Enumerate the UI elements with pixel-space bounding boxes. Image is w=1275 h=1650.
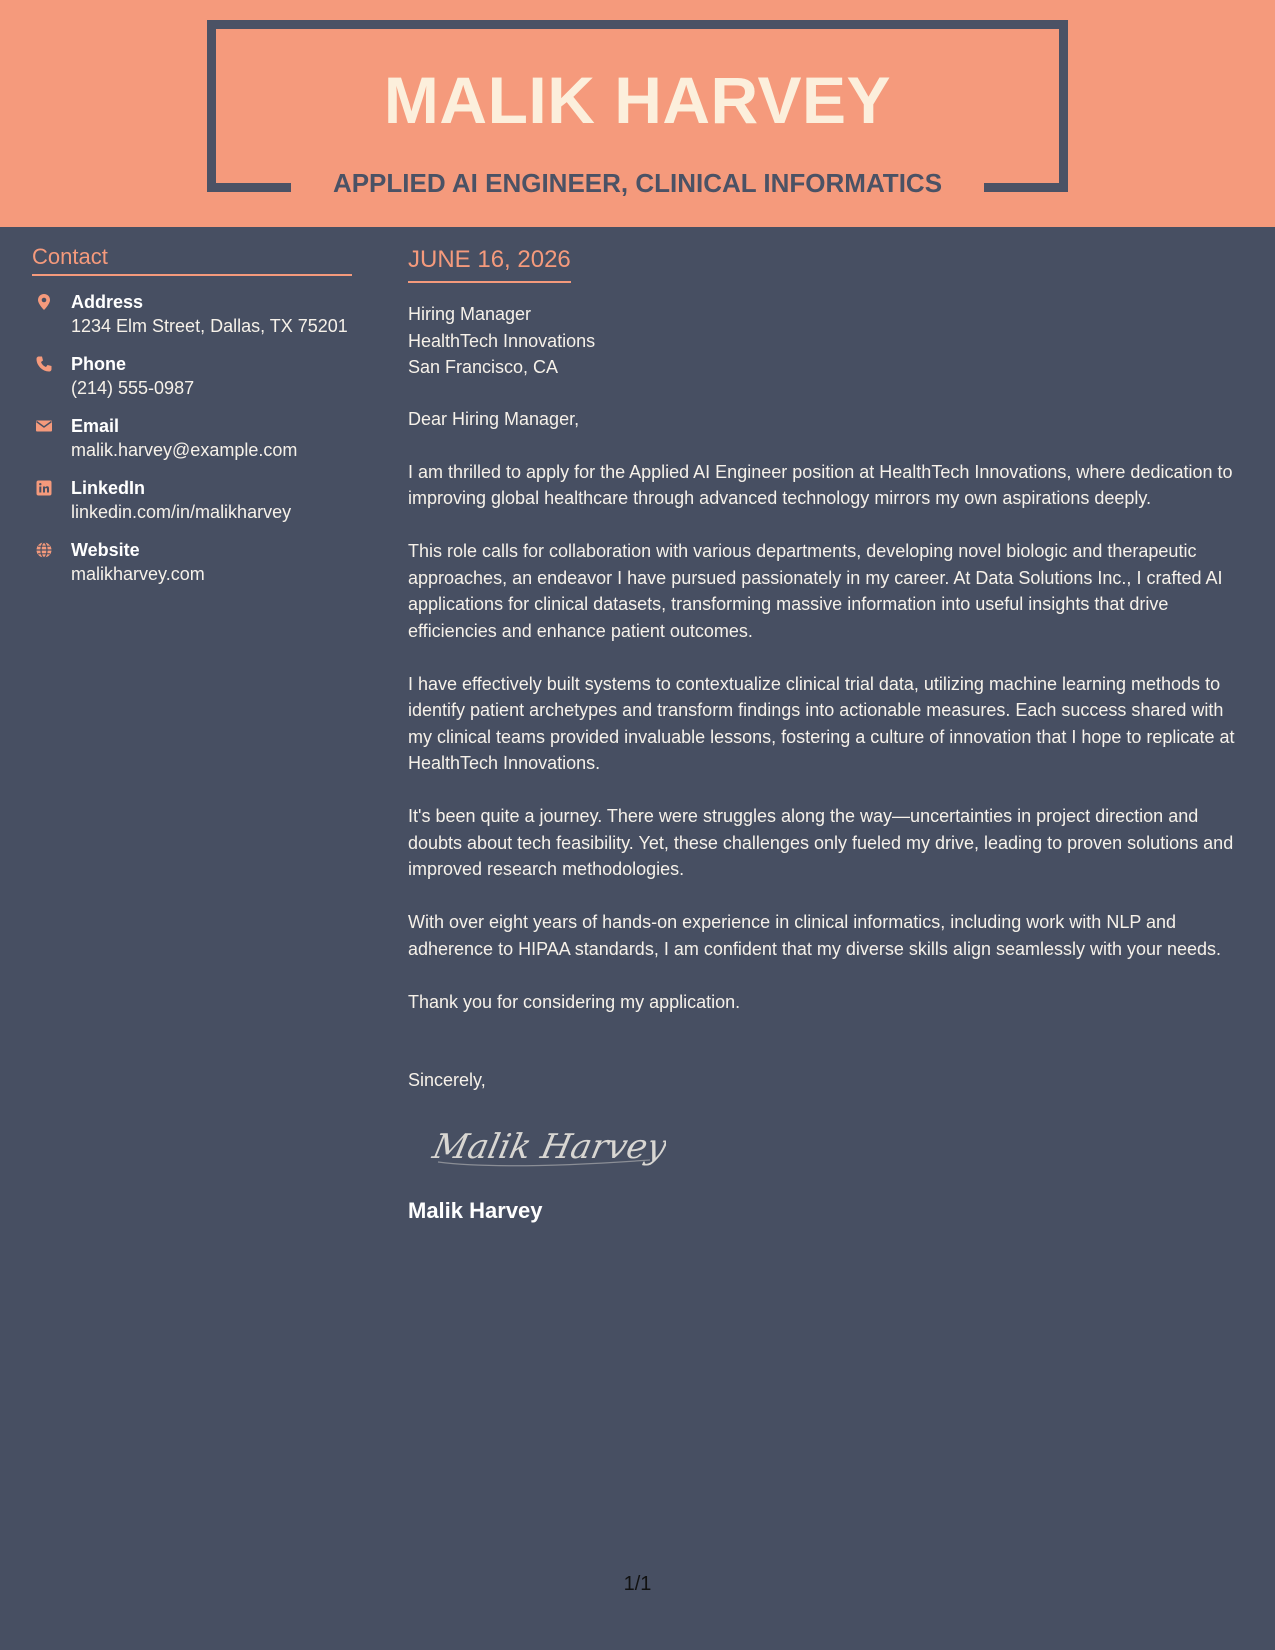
- signer-name: Malik Harvey: [408, 1197, 543, 1223]
- linkedin-icon: [35, 479, 53, 497]
- contact-address: [32, 290, 352, 339]
- header-banner: [0, 0, 1275, 227]
- recipient-line: Hiring Manager: [408, 304, 532, 324]
- recipient-line: HealthTech Innovations: [408, 330, 596, 351]
- contact-email: [32, 414, 352, 463]
- website-value[interactable]: malikharvey.com: [71, 564, 205, 584]
- letter-paragraph: With over eight years of hands-on experience in clinical informatics, including work with NLP and adherence to HIPAA standards, I am confident that my diverse skills align seamlessly with your needs.: [408, 912, 1222, 959]
- job-title: APPLIED AI ENGINEER, CLINICAL INFORMATICS: [332, 168, 943, 198]
- page-number: 1/1: [623, 1573, 652, 1595]
- linkedin-value[interactable]: linkedin.com/in/malikharvey: [71, 502, 292, 522]
- linkedin-label: LinkedIn: [71, 478, 146, 498]
- envelope-icon: [35, 417, 53, 435]
- salutation: Dear Hiring Manager,: [408, 408, 580, 429]
- contact-website: [32, 538, 352, 587]
- globe-icon: [35, 541, 53, 559]
- recipient-block: [408, 301, 1250, 381]
- letter-body: [408, 243, 1250, 1226]
- map-pin-icon: [35, 293, 53, 311]
- address-label: Address: [71, 292, 144, 312]
- phone-label: Phone: [71, 354, 127, 374]
- phone-value: (214) 555-0987: [71, 378, 195, 398]
- letter-date: JUNE 16, 2026: [408, 243, 571, 283]
- letter-paragraph: Thank you for considering my application.: [408, 991, 741, 1012]
- letter-paragraph: This role calls for collaboration with various departments, developing novel biologic and therapeutic approaches, an endeavor I have pursued passionately in my career. At Data Solutions Inc., I crafted AI applications for clinical datasets, transforming massive information into useful insights that drive efficiencies and enhance patient outcomes.: [408, 541, 1223, 641]
- svg-text:Malik Harvey: Malik Harvey: [429, 1126, 666, 1167]
- closing: Sincerely,: [408, 1070, 486, 1090]
- contact-heading: Contact: [32, 242, 352, 276]
- letter-paragraph: I have effectively built systems to contextualize clinical trial data, utilizing machine learning methods to identify patient archetypes and transform findings into actionable measures. Each success shared with my clinical teams provided invaluable lessons, fostering a culture of innovation that I hope to replicate at HealthTech Innovations.: [408, 673, 1235, 773]
- recipient-line: San Francisco, CA: [408, 357, 559, 377]
- letter-paragraph: I am thrilled to apply for the Applied AI Engineer position at HealthTech Innovations, where dedication to improving global healthcare through advanced technology mirrors my own aspirations deeply.: [408, 461, 1233, 508]
- email-value[interactable]: malik.harvey@example.com: [71, 440, 298, 460]
- contact-phone: [32, 352, 352, 401]
- contact-sidebar: [32, 242, 352, 600]
- letter-paragraph: It's been quite a journey. There were struggles along the way—uncertainties in project direction and doubts about tech feasibility. Yet, these challenges only fueled my drive, leading to proven solutions and improved research methodologies.: [408, 806, 1234, 879]
- handwritten-signature: [426, 1116, 666, 1178]
- address-value: 1234 Elm Street, Dallas, TX 75201: [71, 316, 348, 336]
- email-label: Email: [71, 416, 120, 436]
- phone-icon: [35, 355, 53, 373]
- applicant-name: MALIK HARVEY: [383, 63, 892, 137]
- contact-linkedin: [32, 476, 352, 525]
- website-label: Website: [71, 540, 140, 560]
